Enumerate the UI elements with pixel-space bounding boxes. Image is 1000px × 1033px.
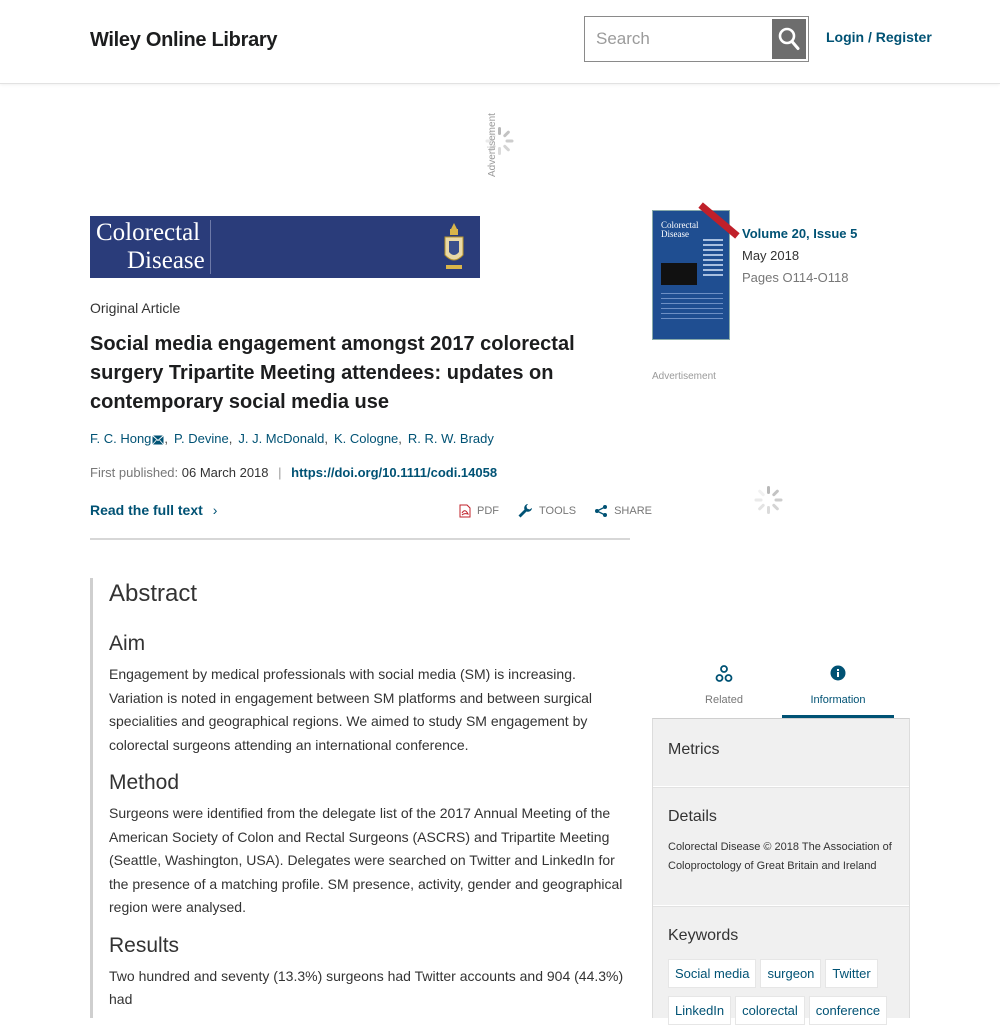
cover-column xyxy=(703,239,723,279)
login-register-link[interactable]: Login / Register xyxy=(826,29,932,45)
publication-info xyxy=(90,465,497,480)
read-full-text-label: Read the full text xyxy=(90,502,203,518)
journal-banner[interactable] xyxy=(90,216,480,278)
keywords-section xyxy=(653,927,909,945)
tab-information[interactable] xyxy=(782,660,894,718)
keyword-tag[interactable]: Twitter xyxy=(825,959,877,988)
tab-related[interactable] xyxy=(668,660,780,718)
wrench-icon xyxy=(517,503,533,519)
cover-title-line-2: Disease xyxy=(661,229,689,239)
doi-link[interactable]: https://doi.org/10.1111/codi.14058 xyxy=(291,465,498,480)
top-ad-label: Advertisement xyxy=(487,113,498,177)
cover-ribbon xyxy=(698,202,739,238)
loading-spinner-icon xyxy=(485,126,515,156)
article-type: Original Article xyxy=(90,300,181,316)
keyword-tag[interactable]: conference xyxy=(809,996,887,1025)
banner-line-2: Disease xyxy=(127,247,205,274)
search-button[interactable] xyxy=(772,19,806,59)
metrics-heading[interactable]: Metrics xyxy=(668,741,720,758)
panel-separator xyxy=(653,905,909,907)
author-list: F. C. Hong , P. Devine, J. J. McDonald, K. Cologne, R. R. W. Brady xyxy=(90,431,494,446)
panel-separator xyxy=(653,786,909,788)
keyword-tag[interactable]: surgeon xyxy=(760,959,821,988)
pdf-button[interactable] xyxy=(459,503,499,519)
abstract-method-text: Surgeons were identified from the delegate list of the 2017 Annual Meeting of the American Society of Colon and Rectal Surgeons (ASCRS) and Tripartite Meeting (Seattle, Washington, USA). Delegates were searched on Twitter and LinkedIn for the presence of a matching profile. SM presence, activity, gender and geographical region were analysed. xyxy=(109,805,623,915)
issue-pages: Pages O114-O118 xyxy=(742,270,849,285)
info-icon xyxy=(830,665,846,681)
search-input[interactable] xyxy=(585,17,773,61)
site-header xyxy=(0,0,1000,84)
pdf-label: PDF xyxy=(477,505,499,517)
issue-volume-link[interactable]: Volume 20, Issue 5 xyxy=(742,226,858,241)
metrics-section xyxy=(653,741,909,759)
search-icon xyxy=(777,26,801,52)
first-published-date: 06 March 2018 xyxy=(181,465,269,480)
banner-line-1: Colorectal xyxy=(96,219,201,246)
author-link[interactable]: J. J. McDonald xyxy=(238,431,325,446)
chevron-right-icon: › xyxy=(212,502,218,518)
article-title: Social media engagement amongst 2017 colorectal surgery Tripartite Meeting attendees: updates on contemporary social media use xyxy=(90,333,575,413)
search-box xyxy=(584,16,809,62)
author-link[interactable]: K. Cologne xyxy=(333,431,399,446)
abstract-aim-text: Engagement by medical professionals with social media (SM) is increasing. Variation is noted in engagement between SM platforms and between surgical specialities and geographical regions. We aimed to study SM engagement by colorectal surgeons attending an international conference. xyxy=(109,666,593,753)
author-link[interactable]: R. R. W. Brady xyxy=(407,431,494,446)
share-button[interactable] xyxy=(594,503,652,519)
issue-date: May 2018 xyxy=(742,248,800,263)
tab-information-label: Information xyxy=(810,694,866,706)
sidebar-tabs xyxy=(652,660,910,718)
read-full-text-link[interactable] xyxy=(90,502,217,518)
article-tools xyxy=(459,503,652,519)
share-label: SHARE xyxy=(614,505,652,517)
abstract-aim-heading: Aim xyxy=(109,632,146,655)
cover-title xyxy=(661,221,699,239)
email-icon[interactable] xyxy=(152,435,164,445)
tools-button[interactable] xyxy=(517,503,576,519)
abstract-section xyxy=(90,578,630,1018)
loading-spinner-icon xyxy=(754,485,784,515)
abstract-heading: Abstract xyxy=(109,580,198,607)
journal-banner-title xyxy=(96,219,205,275)
cover-photo xyxy=(661,263,697,285)
cover-text-lines xyxy=(661,293,723,323)
tab-related-label: Related xyxy=(705,694,743,706)
keyword-tag[interactable]: Social media xyxy=(668,959,756,988)
crest-icon xyxy=(441,221,467,273)
cover-title-line-1: Colorectal xyxy=(661,220,699,230)
share-icon xyxy=(594,504,608,518)
tools-label: TOOLS xyxy=(539,505,577,517)
information-panel xyxy=(652,718,910,1018)
keyword-tag[interactable]: colorectal xyxy=(735,996,805,1025)
author-link[interactable]: F. C. Hong xyxy=(90,431,152,446)
related-icon xyxy=(715,665,733,683)
keyword-list xyxy=(668,959,908,1033)
keywords-heading: Keywords xyxy=(668,927,739,944)
site-brand[interactable]: Wiley Online Library xyxy=(90,29,278,51)
details-heading: Details xyxy=(668,808,717,825)
section-divider xyxy=(90,538,630,540)
abstract-method-heading: Method xyxy=(109,771,180,794)
banner-divider xyxy=(210,220,211,274)
keyword-tag[interactable]: LinkedIn xyxy=(668,996,731,1025)
details-text: Colorectal Disease © 2018 The Association of Coloproctology of Great Britain and Ireland xyxy=(668,841,892,872)
details-section xyxy=(653,808,909,876)
abstract-results-text: Two hundred and seventy (13.3%) surgeons had Twitter accounts and 904 (44.3%) had xyxy=(109,967,624,1007)
pdf-icon xyxy=(459,504,471,518)
pipe-separator: | xyxy=(278,465,282,480)
side-ad-label: Advertisement xyxy=(652,371,716,382)
issue-cover-image[interactable] xyxy=(652,210,730,340)
author-link[interactable]: P. Devine xyxy=(174,431,229,446)
first-published-label: First published: xyxy=(90,465,179,480)
abstract-results-heading: Results xyxy=(109,933,180,957)
